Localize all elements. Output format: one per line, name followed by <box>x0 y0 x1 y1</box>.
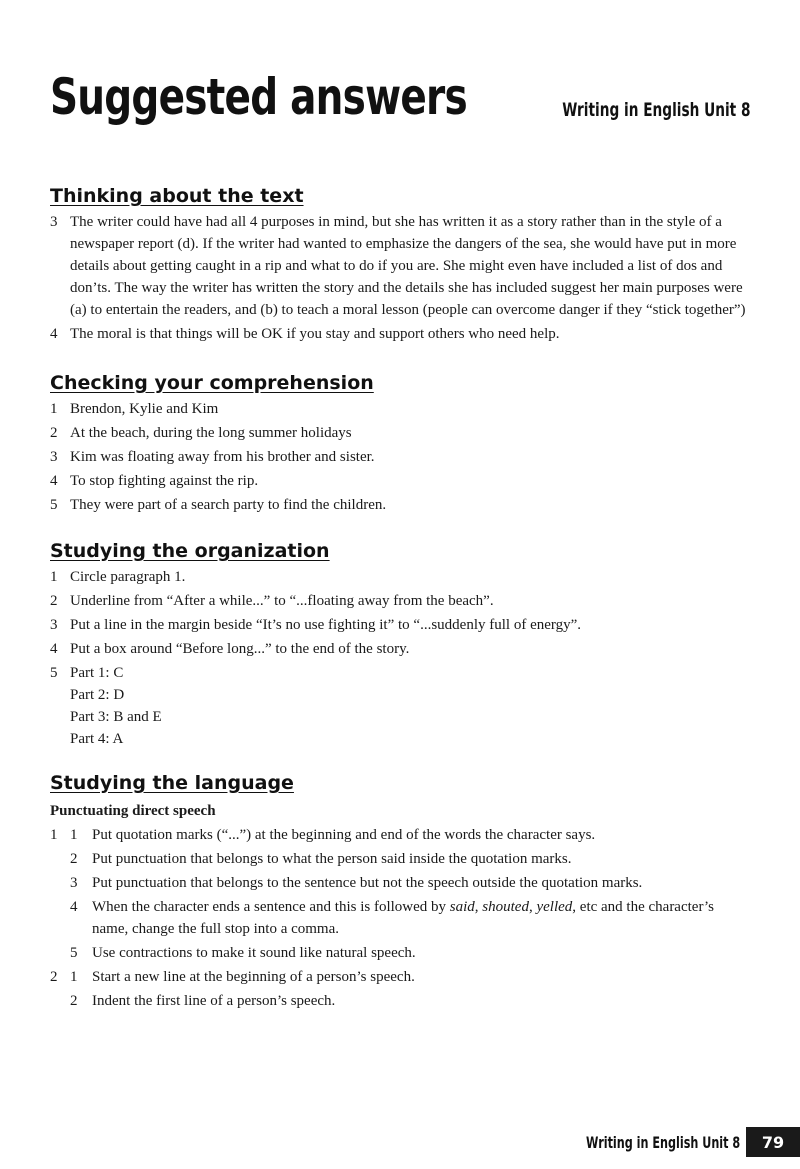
sub-item-text: Put punctuation that belongs to what the person said inside the quotation marks. <box>92 851 572 867</box>
section-title: Checking your comprehension <box>50 372 374 394</box>
sub-item-number: 4 <box>70 899 78 915</box>
sub-item-number: 5 <box>70 945 78 961</box>
item-text: Circle paragraph 1. <box>70 569 186 585</box>
list-item <box>50 446 752 468</box>
section-checking-comprehension <box>50 370 752 516</box>
item-number: 3 <box>50 617 58 633</box>
subheading: Punctuating direct speech <box>50 803 216 819</box>
page-title: Suggested answers <box>50 68 467 126</box>
section-studying-organization <box>50 538 752 750</box>
item-number: 3 <box>50 214 58 230</box>
item-text: The writer could have had all 4 purposes in mind, but she has written it as a story rather than in the style of a newspaper report (d). If the writer had wanted to emphasize the dangers of the sea, she would have put in more details about getting caught in a rip and what to do if you are. She might even have included a list of dos and don’ts. The way the writer has written the story and the details she has included suggest her main purposes were (a) to entertain the readers, and (b) to teach a moral lesson (people can overcome danger if they “stick together”) <box>70 214 746 318</box>
sub-item-text: Start a new line at the beginning of a person’s speech. <box>92 969 415 985</box>
sub-item <box>70 942 752 964</box>
sub-item-number: 1 <box>70 969 78 985</box>
sub-item <box>70 848 752 870</box>
list-item <box>50 211 752 321</box>
section-title: Studying the language <box>50 772 294 794</box>
list-item <box>50 662 752 750</box>
sub-item <box>70 966 752 988</box>
section-title: Thinking about the text <box>50 185 304 207</box>
sub-item <box>70 872 752 894</box>
section-title: Studying the organization <box>50 540 330 562</box>
answer-list <box>50 566 752 750</box>
item-number: 1 <box>50 827 58 843</box>
item-number: 4 <box>50 473 58 489</box>
list-item <box>50 323 752 345</box>
list-item <box>50 966 752 1012</box>
sub-list <box>70 824 752 964</box>
section-thinking-about-the-text <box>50 183 752 345</box>
item-text: Underline from “After a while...” to “...floating away from the beach”. <box>70 593 494 609</box>
sub-item-text: Put punctuation that belongs to the sentence but not the speech outside the quotation marks. <box>92 875 643 891</box>
word-shouted: shouted <box>482 899 529 915</box>
list-item <box>50 614 752 636</box>
sub-item-number: 1 <box>70 827 78 843</box>
word-said: said <box>449 899 475 915</box>
sub-item-text: Put quotation marks (“...”) at the beginning and end of the words the character says. <box>92 827 596 843</box>
item-number: 4 <box>50 326 58 342</box>
item-text: Kim was floating away from his brother and sister. <box>70 449 375 465</box>
sub-item-text: Use contractions to make it sound like natural speech. <box>92 945 416 961</box>
part-line: Part 1: C <box>70 665 124 681</box>
item-number: 2 <box>50 425 58 441</box>
parts-list <box>70 662 752 750</box>
sub-item <box>70 896 752 940</box>
item-text: The moral is that things will be OK if you stay and support others who need help. <box>70 326 560 342</box>
item-text: They were part of a search party to find the children. <box>70 497 387 513</box>
list-item <box>50 422 752 444</box>
answers-content <box>50 183 752 1012</box>
separator: , <box>474 899 483 915</box>
footer-unit-label: Writing in English Unit 8 <box>585 1132 740 1152</box>
separator: , <box>528 899 537 915</box>
item-number: 5 <box>50 665 58 681</box>
page-footer <box>520 1127 800 1157</box>
sub-item <box>70 990 752 1012</box>
list-item <box>50 566 752 588</box>
item-number: 1 <box>50 569 58 585</box>
word-yelled: yelled <box>536 899 573 915</box>
sub-item-number: 2 <box>70 851 78 867</box>
part-line: Part 2: D <box>70 687 125 703</box>
list-item <box>50 470 752 492</box>
item-text: Brendon, Kylie and Kim <box>70 401 219 417</box>
item-number: 1 <box>50 401 58 417</box>
item-text: Put a box around “Before long...” to the end of the story. <box>70 641 410 657</box>
sub-item-text <box>92 896 752 940</box>
answer-list <box>50 211 752 345</box>
list-item <box>50 398 752 420</box>
answer-list <box>50 398 752 516</box>
section-studying-language <box>50 770 752 1012</box>
sub-item-number: 2 <box>70 993 78 1009</box>
sub-list <box>70 966 752 1012</box>
unit-label: Writing in English Unit 8 <box>561 99 750 121</box>
list-item <box>50 638 752 660</box>
text-after: , etc and the character’s name, change the full stop into a comma. <box>92 899 715 937</box>
item-number: 3 <box>50 449 58 465</box>
sub-item-number: 3 <box>70 875 78 891</box>
list-item <box>50 824 752 964</box>
sub-item <box>70 824 752 846</box>
item-number: 2 <box>50 969 58 985</box>
list-item <box>50 590 752 612</box>
item-text: Put a line in the margin beside “It’s no use fighting it” to “...suddenly full of energy”. <box>70 617 582 633</box>
sub-item-text: Indent the first line of a person’s speech. <box>92 993 336 1009</box>
part-line: Part 4: A <box>70 731 124 747</box>
item-text: At the beach, during the long summer holidays <box>70 425 352 441</box>
item-number: 2 <box>50 593 58 609</box>
list-item <box>50 494 752 516</box>
page-number: 79 <box>746 1127 800 1157</box>
text-before: When the character ends a sentence and this is followed by <box>92 899 450 915</box>
item-number: 5 <box>50 497 58 513</box>
item-text: To stop fighting against the rip. <box>70 473 259 489</box>
item-number: 4 <box>50 641 58 657</box>
part-line: Part 3: B and E <box>70 709 162 725</box>
